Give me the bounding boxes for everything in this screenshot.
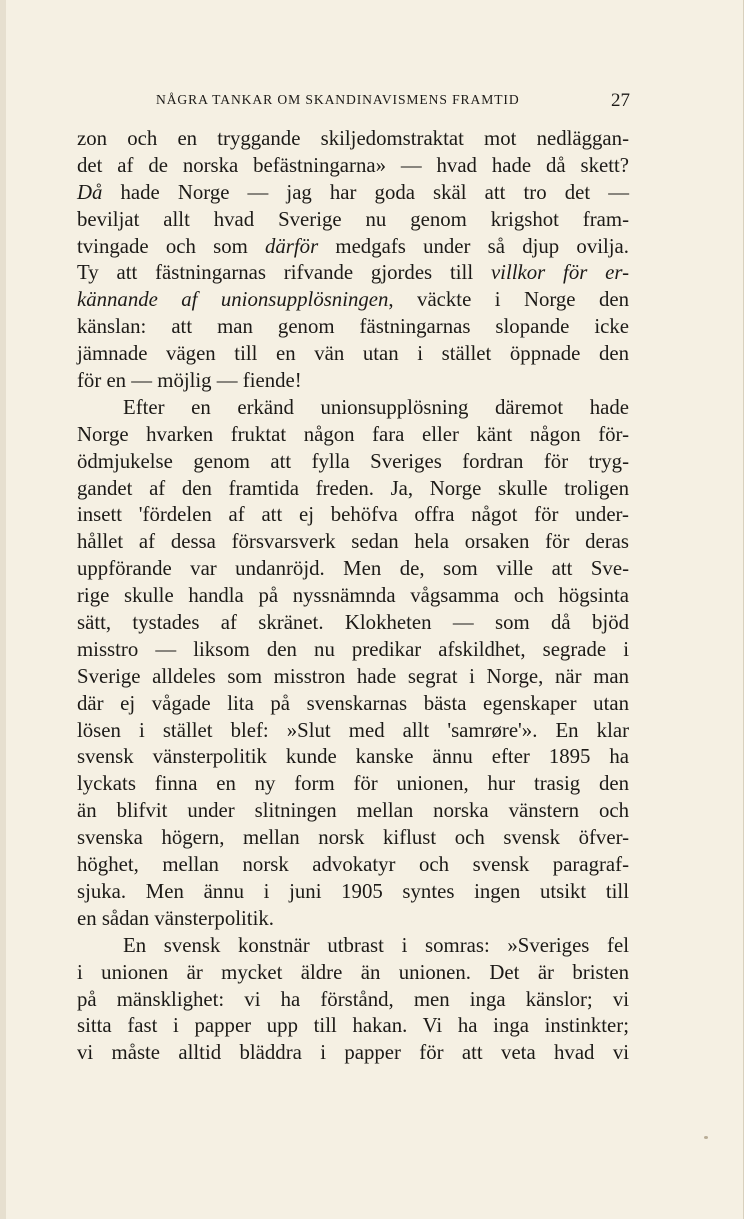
text-line: det af de norska befästningarna» — hvad hade då skett? <box>77 153 629 177</box>
text-line: lösen i stället blef: »Slut med allt 'samrøre'». En klar <box>77 718 629 742</box>
text-line: Ty att fästningarnas rifvande gjordes till villkor för er- <box>77 261 629 285</box>
paragraph-start: Efter en erkänd unionsupplösning däremot hade <box>123 395 629 419</box>
text-line: Norge hvarken fruktat någon fara eller känt någon för- <box>77 422 629 446</box>
text-line: lyckats finna en ny form för unionen, hur trasig den <box>77 772 629 796</box>
paper-speck <box>704 1136 708 1139</box>
text-line: insett 'fördelen af att ej behöfva offra något för under- <box>77 503 629 527</box>
text-line: sjuka. Men ännu i juni 1905 syntes ingen utsikt till <box>77 879 629 903</box>
text-line: jämnade vägen till en vän utan i stället öppnade den <box>77 342 629 366</box>
text-line: uppförande var undanröjd. Men de, som ville att Sve- <box>77 557 629 581</box>
text-line: ödmjukelse genom att fylla Sveriges fordran för tryg- <box>77 449 629 473</box>
text-line: svenska högern, mellan norsk kiflust och svensk öfver- <box>77 826 629 850</box>
text-line: i unionen är mycket äldre än unionen. Det är bristen <box>77 960 629 984</box>
text-line: Då hade Norge — jag har goda skäl att tro det — <box>77 180 629 204</box>
page-number: 27 <box>611 90 630 111</box>
text-line: Sverige alldeles som misstron hade segrat i Norge, när man <box>77 664 629 688</box>
text-line: tvingade och som därför medgafs under så djup ovilja. <box>77 234 629 258</box>
running-head: NÅGRA TANKAR OM SKANDINAVISMENS FRAMTID <box>156 92 520 107</box>
text-line: vi måste alltid bläddra i papper för att veta hvad vi <box>77 1041 629 1065</box>
emphasis: villkor för er- <box>490 261 629 285</box>
text-line: misstro — liksom den nu predikar afskildhet, segrade i <box>77 637 629 661</box>
paragraph-start: En svensk konstnär utbrast i somras: »Sveriges fel <box>123 933 629 957</box>
emphasis: Då <box>77 180 103 204</box>
text-line: sätt, tystades af skränet. Klokheten — som då bjöd <box>77 611 629 635</box>
text-line: hållet af dessa försvarsverk sedan hela orsaken för deras <box>77 530 629 554</box>
text-line: höghet, mellan norsk advokatyr och svensk paragraf- <box>77 853 629 877</box>
text-line: sitta fast i papper upp till hakan. Vi ha inga instinkter; <box>77 1014 629 1038</box>
text-line: känslan: att man genom fästningarnas slopande icke <box>77 315 629 339</box>
text-line: gandet af den framtida freden. Ja, Norge skulle troligen <box>77 476 629 500</box>
text-line: zon och en tryggande skiljedomstraktat mot nedläggan- <box>77 127 629 150</box>
text-line: en sådan vänsterpolitik. <box>77 906 274 930</box>
page-header <box>156 92 636 116</box>
text-line: där ej vågade lita på svenskarnas bästa egenskaper utan <box>77 691 629 715</box>
emphasis: kännande af unionsupplösningen <box>77 288 389 312</box>
text-line: rige skulle handla på nyssnämnda vågsamma och högsinta <box>77 584 629 608</box>
text-line: kännande af unionsupplösningen, väckte i Norge den <box>77 288 629 312</box>
text-line: för en — möjlig — fiende! <box>77 369 302 393</box>
text-line: på mänsklighet: vi ha förstånd, men inga känslor; vi <box>77 987 629 1011</box>
emphasis: därför <box>265 234 319 258</box>
text-line: beviljat allt hvad Sverige nu genom krigshot fram- <box>77 207 629 231</box>
text-line: svensk vänsterpolitik kunde kanske ännu efter 1895 ha <box>77 745 629 769</box>
body-text <box>77 126 629 1067</box>
text-line: än blifvit under slitningen mellan norska vänstern och <box>77 799 629 823</box>
